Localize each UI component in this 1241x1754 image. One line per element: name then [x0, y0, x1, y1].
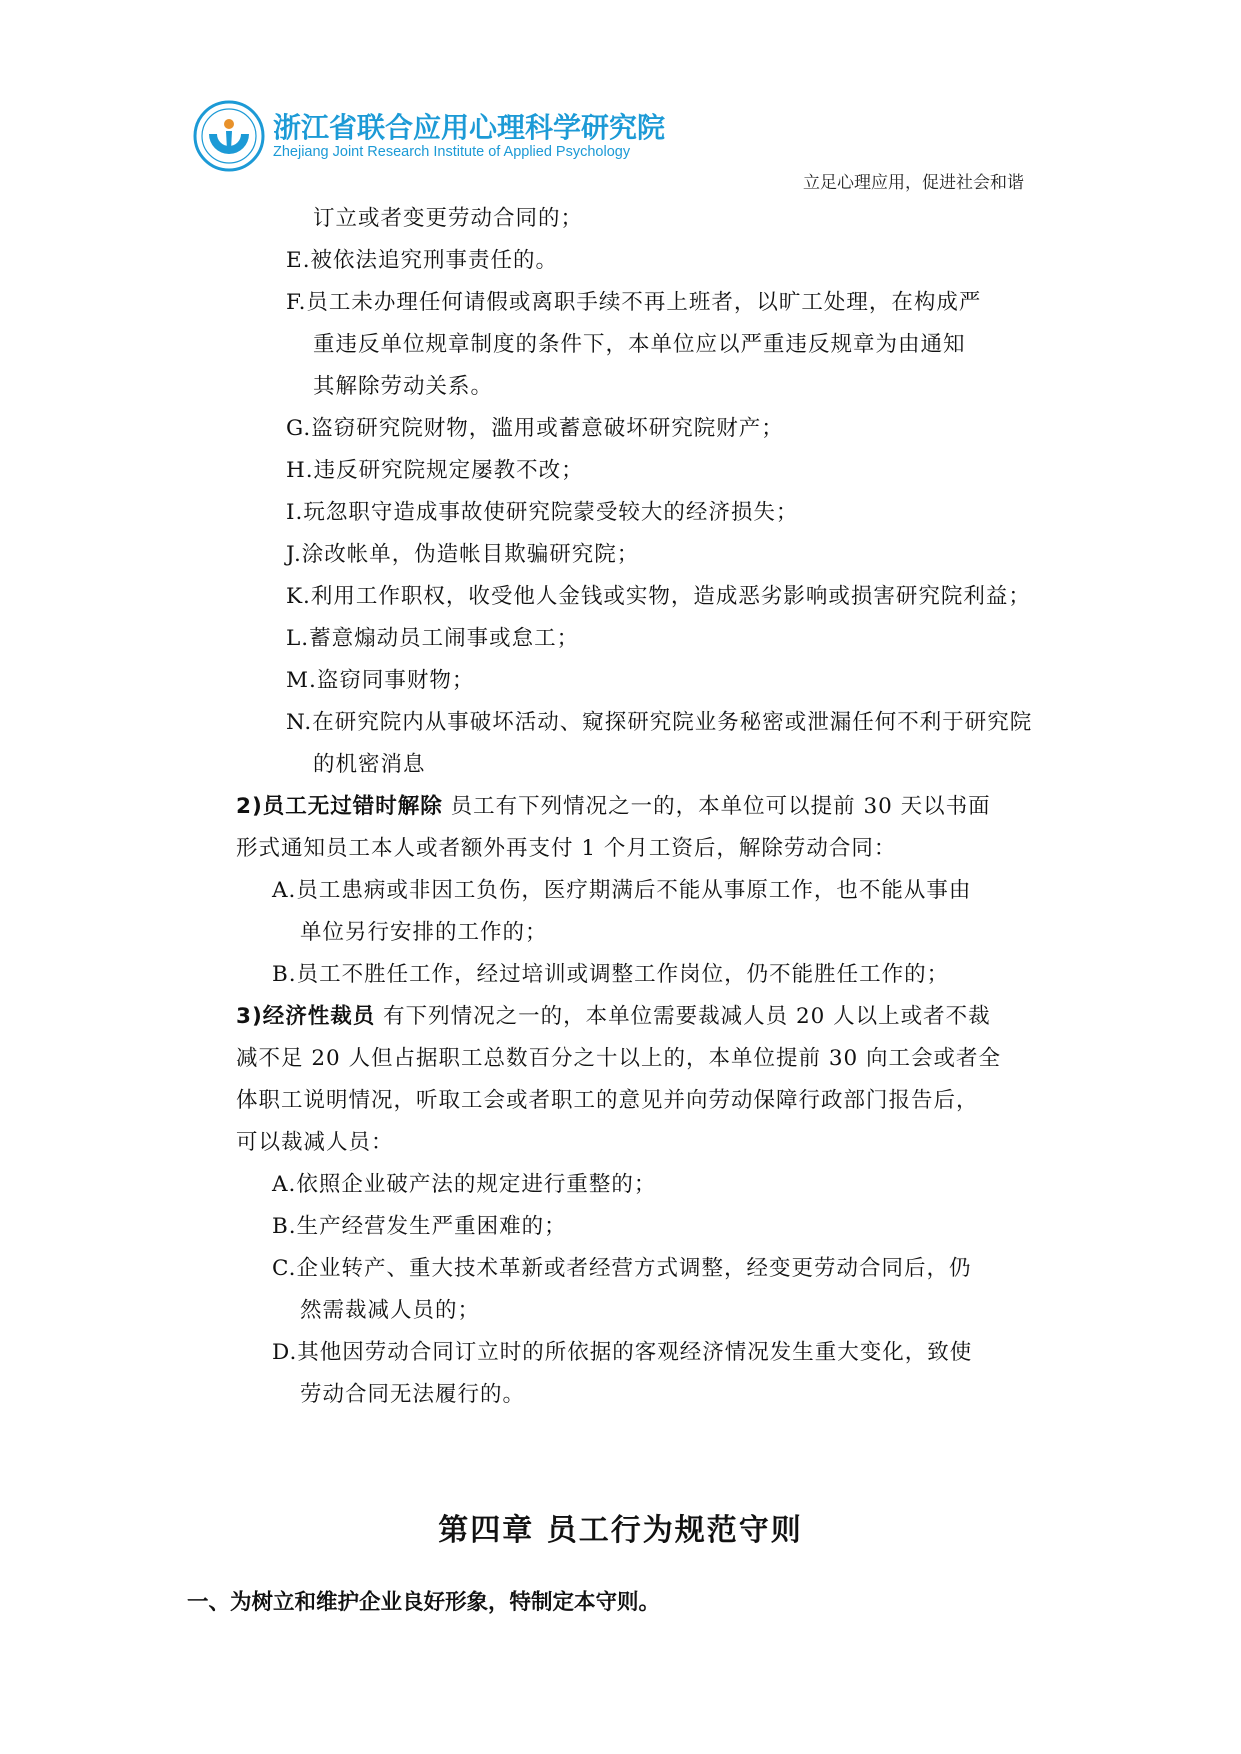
- list-item: L.蓄意煽动员工闹事或怠工；: [286, 626, 580, 651]
- list-item: 订立或者变更劳动合同的；: [313, 206, 584, 231]
- list-item: F.员工未办理任何请假或离职手续不再上班者，以旷工处理，在构成严: [286, 290, 982, 315]
- list-item: M.盗窃同事财物；: [286, 668, 475, 693]
- section-3-paragraph: [236, 1002, 991, 1032]
- section-title: 一、为树立和维护企业良好形象，特制定本守则。: [187, 1590, 661, 1615]
- list-item: A.依照企业破产法的规定进行重整的；: [272, 1172, 657, 1197]
- list-item: N.在研究院内从事破坏活动、窥探研究院业务秘密或泄漏任何不利于研究院: [286, 710, 1033, 735]
- section-2-heading: 2)员工无过错时解除: [236, 794, 443, 819]
- institute-emblem-icon: [193, 100, 265, 172]
- section-3-text: 体职工说明情况，听取工会或者职工的意见并向劳动保障行政部门报告后，: [236, 1088, 979, 1113]
- section-2-paragraph: [236, 792, 991, 822]
- list-item: 单位另行安排的工作的；: [300, 920, 548, 945]
- logo-chinese-name: 浙江省联合应用心理科学研究院: [273, 111, 666, 144]
- list-item: K.利用工作职权，收受他人金钱或实物，造成恶劣影响或损害研究院利益；: [286, 584, 1031, 609]
- list-item: 劳动合同无法履行的。: [300, 1382, 526, 1407]
- section-3-text: 有下列情况之一的，本单位需要裁减人员 20 人以上或者不裁: [375, 1004, 991, 1029]
- section-3-text: 减不足 20 人但占据职工总数百分之十以上的，本单位提前 30 向工会或者全: [236, 1046, 1002, 1071]
- section-3-text: 可以裁减人员：: [236, 1130, 394, 1155]
- section-2-text: 员工有下列情况之一的，本单位可以提前 30 天以书面: [442, 794, 991, 819]
- list-item: J.涂改帐单，伪造帐目欺骗研究院；: [286, 542, 640, 567]
- list-item: A.员工患病或非因工负伤，医疗期满后不能从事原工作，也不能从事由: [272, 878, 972, 903]
- list-item: H.违反研究院规定屡教不改；: [286, 458, 584, 483]
- list-item: E.被依法追究刑事责任的。: [286, 248, 559, 273]
- institute-logo: [193, 92, 666, 172]
- list-item: 其解除劳动关系。: [313, 374, 494, 399]
- list-item: 重违反单位规章制度的条件下，本单位应以严重违反规章为由通知: [313, 332, 966, 357]
- list-item: B.员工不胜任工作，经过培训或调整工作岗位，仍不能胜任工作的；: [272, 962, 950, 987]
- logo-english-name: Zhejiang Joint Research Institute of Applied Psychology: [273, 144, 631, 160]
- list-item: 的机密消息: [313, 752, 426, 777]
- section-2-text: 形式通知员工本人或者额外再支付 1 个月工资后，解除劳动合同：: [236, 836, 897, 861]
- header-slogan: 立足心理应用，促进社会和谐: [803, 173, 1024, 193]
- list-item: G.盗窃研究院财物，滥用或蓄意破坏研究院财产；: [286, 416, 784, 441]
- chapter-title: 第四章 员工行为规范守则: [438, 1513, 803, 1548]
- list-item: C.企业转产、重大技术革新或者经营方式调整，经变更劳动合同后，仍: [272, 1256, 972, 1281]
- section-3-heading: 3)经济性裁员: [236, 1004, 376, 1029]
- list-item: I.玩忽职守造成事故使研究院蒙受较大的经济损失；: [286, 500, 799, 525]
- list-item: D.其他因劳动合同订立时的所依据的客观经济情况发生重大变化，致使: [272, 1340, 973, 1365]
- list-item: B.生产经营发生严重困难的；: [272, 1214, 567, 1239]
- list-item: 然需裁减人员的；: [300, 1298, 481, 1323]
